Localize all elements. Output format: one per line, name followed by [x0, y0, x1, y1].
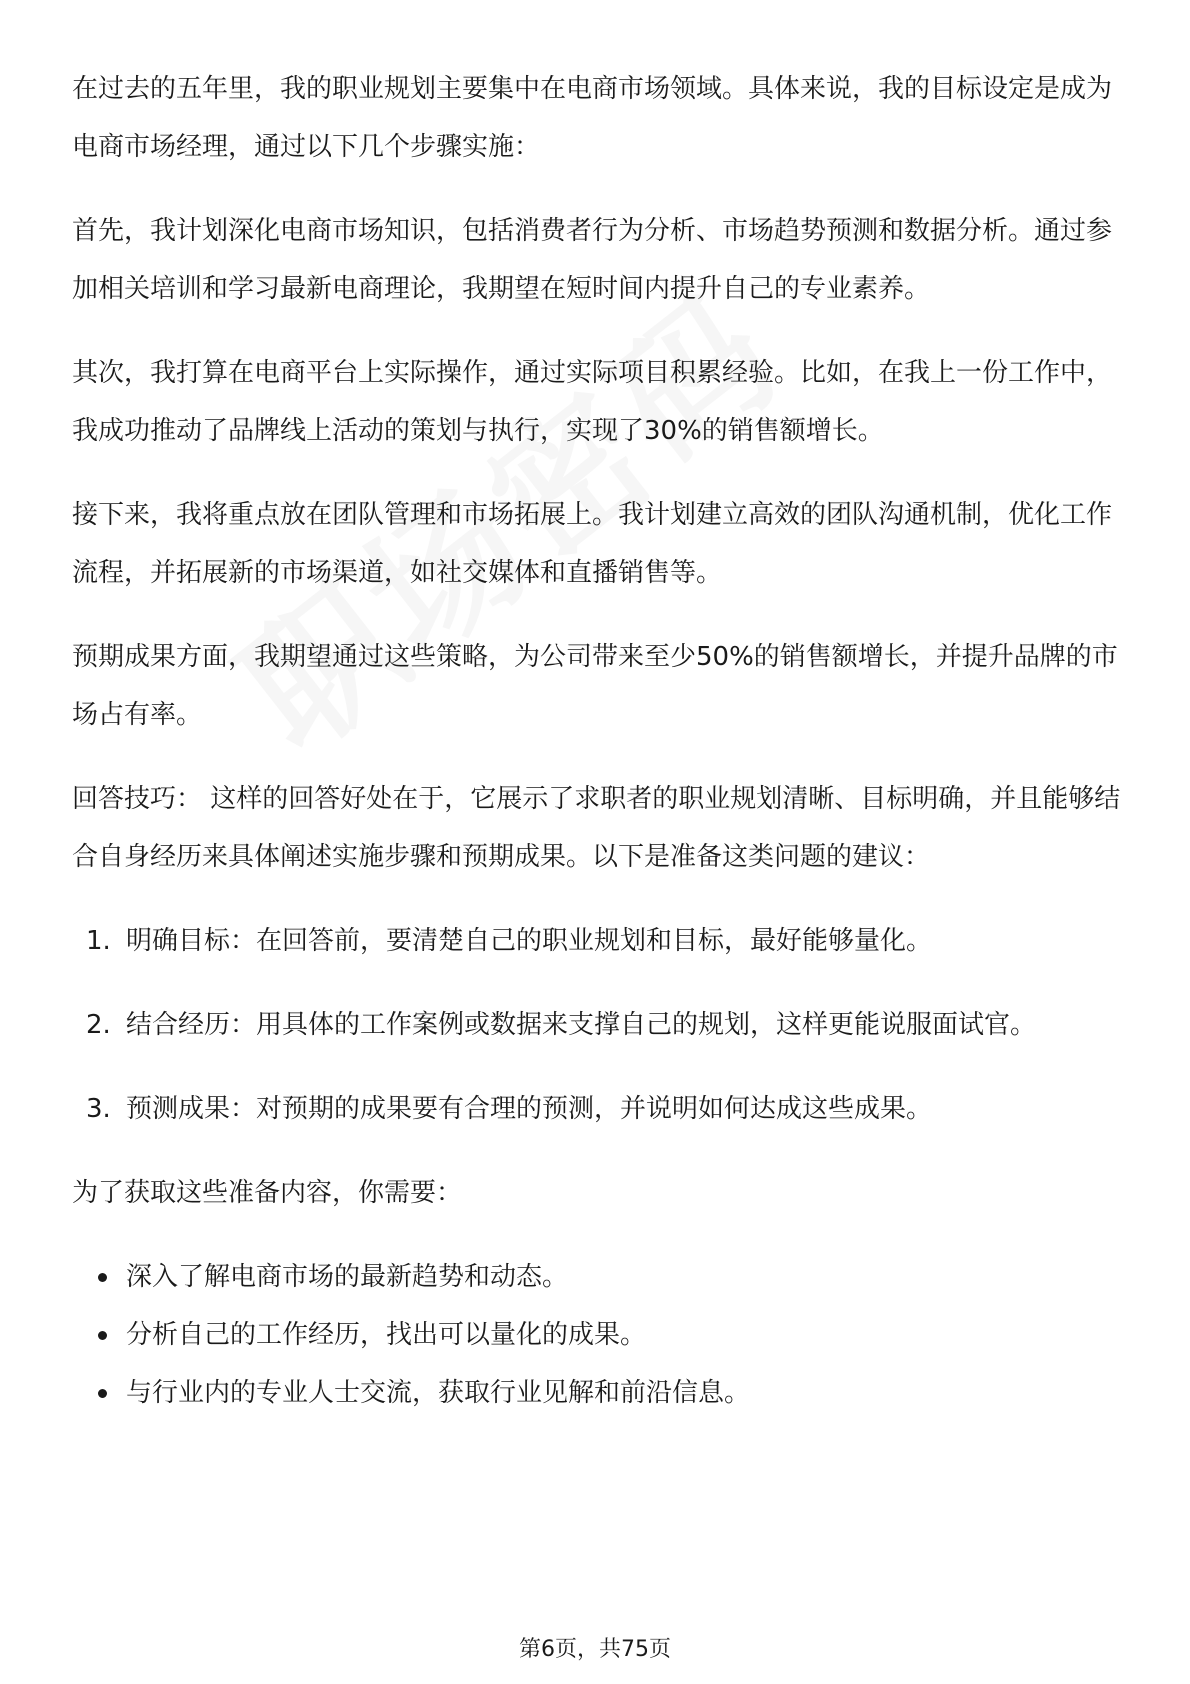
bullet-list: [72, 1248, 1122, 1422]
paragraph-prep-intro: 为了获取这些准备内容，你需要：: [72, 1178, 463, 1208]
paragraph-tips: 回答技巧： 这样的回答好处在于，它展示了求职者的职业规划清晰、目标明确，并且能够结合自身经历来具体阐述实施步骤和预期成果。以下是准备这类问题的建议：: [72, 784, 1121, 872]
list-text: 明确目标：在回答前，要清楚自己的职业规划和目标，最好能够量化。: [126, 926, 933, 956]
list-item: [72, 996, 1122, 1054]
list-item: [72, 1080, 1122, 1138]
paragraph-second: 其次，我打算在电商平台上实际操作，通过实际项目积累经验。比如，在我上一份工作中，我成功推动了品牌线上活动的策划与执行，实现了30%的销售额增长。: [72, 358, 1113, 446]
list-text: 结合经历：用具体的工作案例或数据来支撑自己的规划，这样更能说服面试官。: [126, 1010, 1037, 1040]
numbered-list: [72, 912, 1122, 1138]
bullet-text: 与行业内的专业人士交流，获取行业见解和前沿信息。: [126, 1378, 751, 1408]
bullet-dot-icon: [98, 1273, 107, 1282]
bullet-text: 分析自己的工作经历，找出可以量化的成果。: [126, 1320, 647, 1350]
paragraph-first: 首先，我计划深化电商市场知识，包括消费者行为分析、市场趋势预测和数据分析。通过参加相关培训和学习最新电商理论，我期望在短时间内提升自己的专业素养。: [72, 216, 1113, 304]
document-body: [72, 60, 1122, 1422]
list-number: 2.: [86, 1010, 111, 1040]
bullet-dot-icon: [98, 1331, 107, 1340]
paragraph-intro: 在过去的五年里，我的职业规划主要集中在电商市场领域。具体来说，我的目标设定是成为电商市场经理，通过以下几个步骤实施：: [72, 74, 1113, 162]
page-number: 第6页，共75页: [519, 1637, 671, 1662]
list-text: 预测成果：对预期的成果要有合理的预测，并说明如何达成这些成果。: [126, 1094, 933, 1124]
bullet-item: [72, 1306, 1122, 1364]
list-number: 1.: [86, 926, 111, 956]
bullet-item: [72, 1248, 1122, 1306]
paragraph-next: 接下来，我将重点放在团队管理和市场拓展上。我计划建立高效的团队沟通机制，优化工作流程，并拓展新的市场渠道，如社交媒体和直播销售等。: [72, 500, 1113, 588]
list-number: 3.: [86, 1094, 111, 1124]
bullet-dot-icon: [98, 1389, 107, 1398]
bullet-text: 深入了解电商市场的最新趋势和动态。: [126, 1262, 569, 1292]
list-item: [72, 912, 1122, 970]
paragraph-expected: 预期成果方面，我期望通过这些策略，为公司带来至少50%的销售额增长，并提升品牌的市场占有率。: [72, 642, 1118, 730]
bullet-item: [72, 1364, 1122, 1422]
